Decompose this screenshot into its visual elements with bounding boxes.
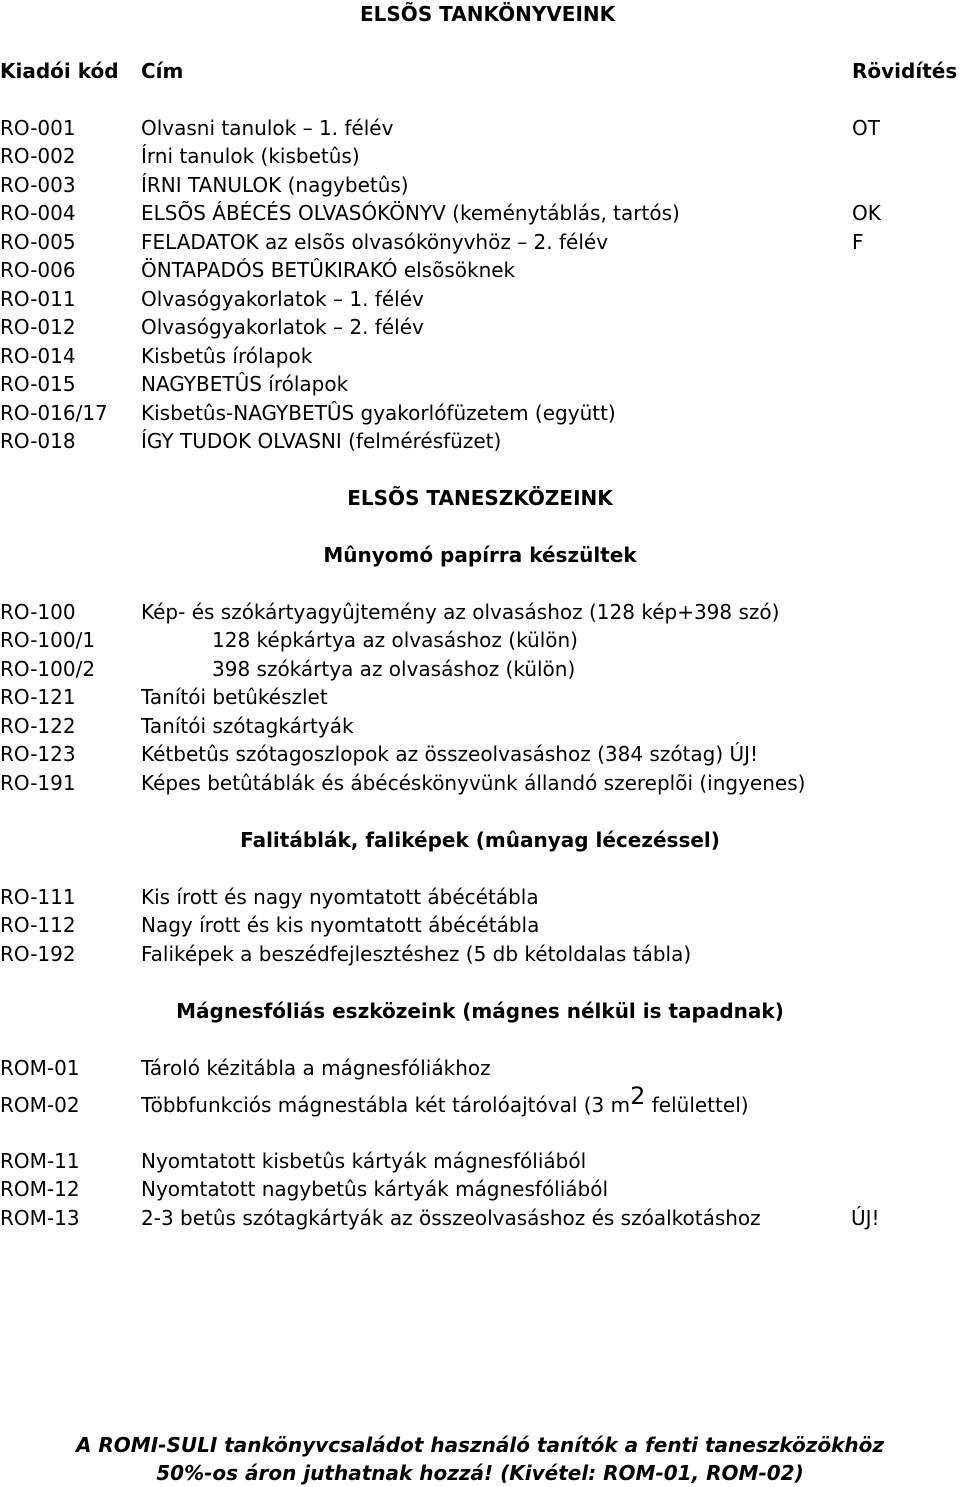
book-code: RO-018	[0, 429, 76, 453]
book-code: RO-014	[0, 344, 76, 368]
book-abbr: OK	[852, 201, 881, 225]
item-title: Nagy írott és kis nyomtatott ábécétábla	[141, 913, 540, 937]
item-code: ROM-11	[0, 1149, 80, 1173]
item-code: ROM-02	[0, 1093, 80, 1117]
book-code: RO-003	[0, 173, 76, 197]
wall-section-heading: Falitáblák, faliképek (mûanyag lécezéssel)	[240, 828, 720, 852]
book-code: RO-015	[0, 372, 76, 396]
item-code: RO-191	[0, 771, 76, 795]
book-title: Olvasni tanulok – 1. félév	[141, 116, 394, 140]
item-code: RO-100/1	[0, 628, 96, 652]
item-code: RO-123	[0, 742, 76, 766]
item-title: 398 szókártya az olvasáshoz (külön)	[212, 657, 576, 681]
book-title: ÍGY TUDOK OLVASNI (felmérésfüzet)	[141, 429, 502, 453]
item-code: RO-100/2	[0, 657, 96, 681]
magnet-section-heading: Mágnesfóliás eszközeink (mágnes nélkül is tapadnak)	[176, 999, 784, 1023]
item-title: Faliképek a beszédfejlesztéshez (5 db kétoldalas tábla)	[141, 942, 692, 966]
item-code: ROM-13	[0, 1206, 80, 1230]
book-code: RO-012	[0, 315, 76, 339]
item-code: ROM-01	[0, 1056, 80, 1080]
item-title: Tároló kézitábla a mágnesfóliákhoz	[141, 1056, 491, 1080]
book-code: RO-006	[0, 258, 76, 282]
item-title: 128 képkártya az olvasáshoz (külön)	[212, 628, 578, 652]
footer-line-2: 50%-os áron juthatnak hozzá! (Kivétel: ROM-01, ROM-02)	[156, 1461, 804, 1485]
book-code: RO-001	[0, 116, 76, 140]
item-title: Kis írott és nagy nyomtatott ábécétábla	[141, 885, 539, 909]
item-title: Tanítói szótagkártyák	[141, 714, 354, 738]
page-title: ELSÕS TANKÖNYVEINK	[360, 2, 616, 26]
header-code: Kiadói kód	[0, 59, 119, 83]
item-title: Kép- és szókártyagyûjtemény az olvasáshoz (128 kép+398 szó)	[141, 600, 780, 624]
book-abbr: F	[852, 230, 864, 254]
item-code: RO-122	[0, 714, 76, 738]
book-title: Írni tanulok (kisbetûs)	[141, 144, 360, 168]
book-code: RO-004	[0, 201, 76, 225]
book-title: Olvasógyakorlatok – 1. félév	[141, 287, 424, 311]
book-title: NAGYBETÛS írólapok	[141, 372, 349, 396]
footer-line-1: A ROMI-SULI tankönyvcsaládot használó tanítók a fenti taneszközökhöz	[75, 1433, 885, 1457]
book-code: RO-011	[0, 287, 76, 311]
item-title-text: felülettel)	[645, 1093, 749, 1117]
item-code: RO-192	[0, 942, 76, 966]
new-badge: ÚJ!	[851, 1206, 880, 1230]
item-code: ROM-12	[0, 1177, 80, 1201]
book-code: RO-002	[0, 144, 76, 168]
book-title: ÍRNI TANULOK (nagybetûs)	[141, 173, 409, 197]
book-title: FELADATOK az elsõs olvasókönyvhöz – 2. félév	[141, 230, 609, 254]
item-title: Kétbetûs szótagoszlopok az összeolvasáshoz (384 szótag) ÚJ!	[141, 742, 759, 766]
book-title: Kisbetûs írólapok	[141, 344, 313, 368]
item-title	[141, 1082, 749, 1117]
item-title: 2-3 betûs szótagkártyák az összeolvasáshoz és szóalkotáshoz	[141, 1206, 761, 1230]
book-code: RO-016/17	[0, 401, 108, 425]
tools-title: ELSÕS TANESZKÖZEINK	[347, 486, 613, 510]
book-abbr: OT	[852, 116, 880, 140]
item-code: RO-111	[0, 885, 76, 909]
book-code: RO-005	[0, 230, 76, 254]
header-abbr: Rövidítés	[852, 59, 958, 83]
item-title: Nyomtatott nagybetûs kártyák mágnesfóliából	[141, 1177, 609, 1201]
item-title: Képes betûtáblák és ábécéskönyvünk állandó szereplõi (ingyenes)	[141, 771, 806, 795]
item-title: Tanítói betûkészlet	[141, 685, 328, 709]
book-title: Kisbetûs-NAGYBETÛS gyakorlófüzetem (együtt)	[141, 401, 616, 425]
book-title: ELSÕS ÁBÉCÉS OLVASÓKÖNYV (keménytáblás, tartós)	[141, 201, 680, 225]
item-code: RO-112	[0, 913, 76, 937]
item-code: RO-100	[0, 600, 76, 624]
paper-section-heading: Mûnyomó papírra készültek	[323, 543, 637, 567]
header-title: Cím	[141, 59, 184, 83]
superscript: 2	[630, 1082, 646, 1110]
book-title: ÖNTAPADÓS BETÛKIRAKÓ elsõsöknek	[141, 258, 516, 282]
item-title: Nyomtatott kisbetûs kártyák mágnesfóliából	[141, 1149, 587, 1173]
item-code: RO-121	[0, 685, 76, 709]
item-title-text: Többfunkciós mágnestábla két tárolóajtóval (3 m	[141, 1093, 631, 1117]
book-title: Olvasógyakorlatok – 2. félév	[141, 315, 424, 339]
